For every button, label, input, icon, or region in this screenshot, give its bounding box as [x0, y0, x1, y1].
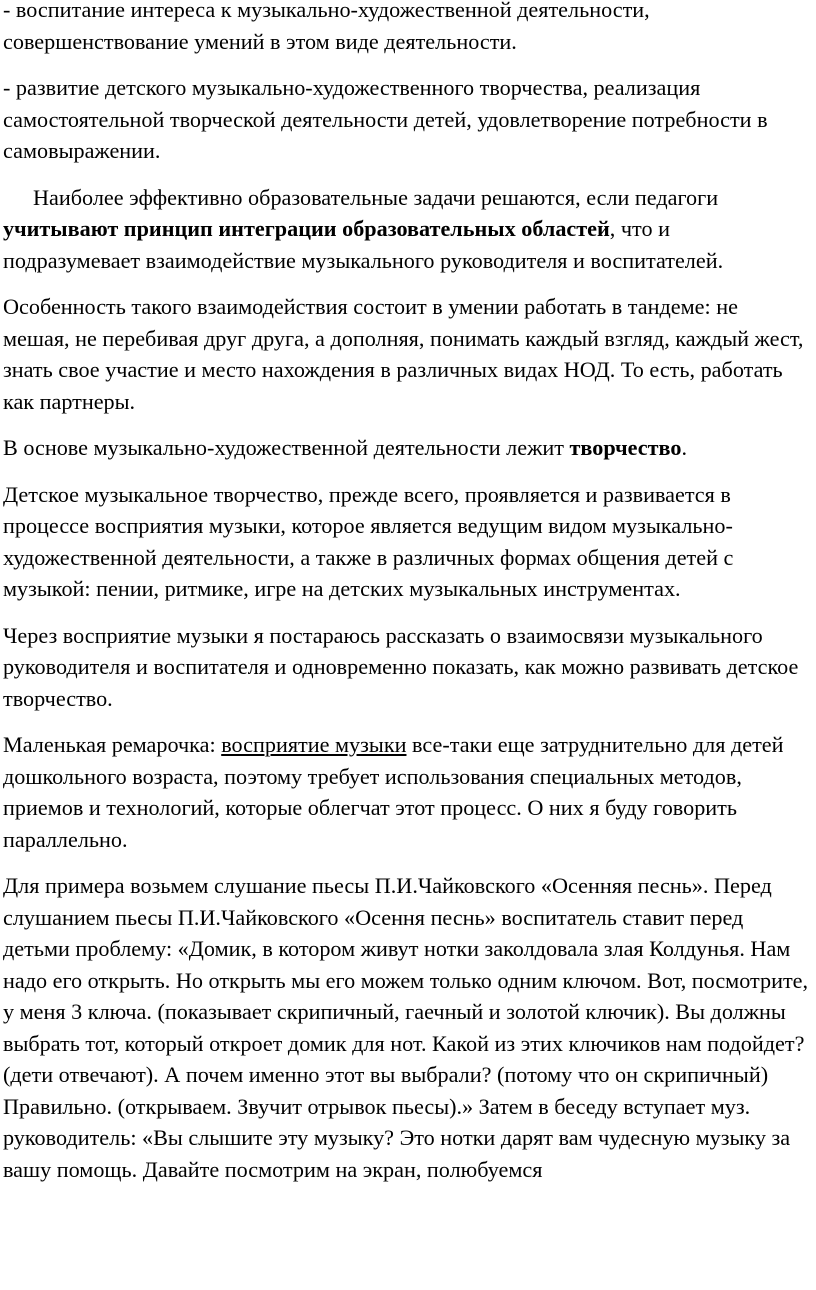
paragraph-integration-tail: , что и подразумевает взаимодействие музыкального руководителя и воспитателей. — [3, 216, 724, 273]
paragraph-goal-creativity: - развитие детского музыкально-художественного творчества, реализация самостоятельной творческой деятельности детей, удовлетворение потребности в самовыражении. — [3, 75, 768, 163]
paragraph-goal-interest: - воспитание интереса к музыкально-художественной деятельности, совершенствование умений в этом виде деятельности. — [3, 0, 650, 54]
integration-principle-bold: учитывают принцип интеграции образовательных областей — [3, 216, 610, 241]
paragraph-creativity-basis — [3, 432, 810, 464]
paragraph-remark-tail: все-таки еще затруднительно для детей дошкольного возраста, поэтому требует использования специальных методов, приемов и технологий, которые облегчат этот процесс. О них я буду говорить параллельно. — [3, 732, 784, 852]
paragraph-children-creativity: Детское музыкальное творчество, прежде всего, проявляется и развивается в процессе восприятия музыки, которое является ведущим видом музыкально-художественной деятельности, а также в различных формах общения детей с музыкой: пении, ритмике, игре на детских музыкальных инструментах. — [3, 481, 734, 601]
creativity-bold: творчество — [569, 435, 682, 460]
paragraph-creativity-tail: . — [681, 435, 687, 460]
paragraph-remark — [3, 729, 810, 855]
paragraph-integration — [3, 182, 810, 277]
paragraph-tandem: Особенность такого взаимодействия состоит в умении работать в тандеме: не мешая, не перебивая друг друга, а дополняя, понимать каждый взгляд, каждый жест, знать свое участие и место нахождения в различных видах НОД. То есть, работать как партнеры. — [3, 294, 804, 414]
paragraph-creativity-lead: В основе музыкально-художественной деятельности лежит — [3, 435, 570, 460]
music-perception-underlined: восприятие музыки — [221, 732, 407, 757]
paragraph-integration-lead: Наиболее эффективно образовательные задачи решаются, если педагоги — [33, 184, 719, 210]
paragraph-example: Для примера возьмем слушание пьесы П.И.Чайковского «Осенняя песнь». Перед слушанием пьесы П.И.Чайковского «Осення песнь» воспитатель ставит перед детьми проблему: «Домик, в котором живут нотки заколдовала злая Колдунья. Нам надо его открыть. Но открыть мы его можем только одним ключом. Вот, посмотрите, у меня 3 ключа. (показывает скрипичный, гаечный и золотой ключик). Вы должны выбрать тот, который откроет домик для нот. Какой из этих ключиков нам подойдет? (дети отвечают). А почем именно этот вы выбрали? (потому что он скрипичный) Правильно. (открываем. Звучит отрывок пьесы).» Затем в беседу вступает муз. руководитель: «Вы слышите эту музыку? Это нотки дарят вам чудесную музыку за вашу помощь. Давайте посмотрим на экран, полюбуемся — [3, 873, 809, 1182]
paragraph-remark-lead: Маленькая ремарочка: — [3, 732, 222, 757]
paragraph-perception: Через восприятие музыки я постараюсь рассказать о взаимосвязи музыкального руководителя и воспитателя и одновременно показать, как можно развивать детское творчество. — [3, 622, 799, 711]
